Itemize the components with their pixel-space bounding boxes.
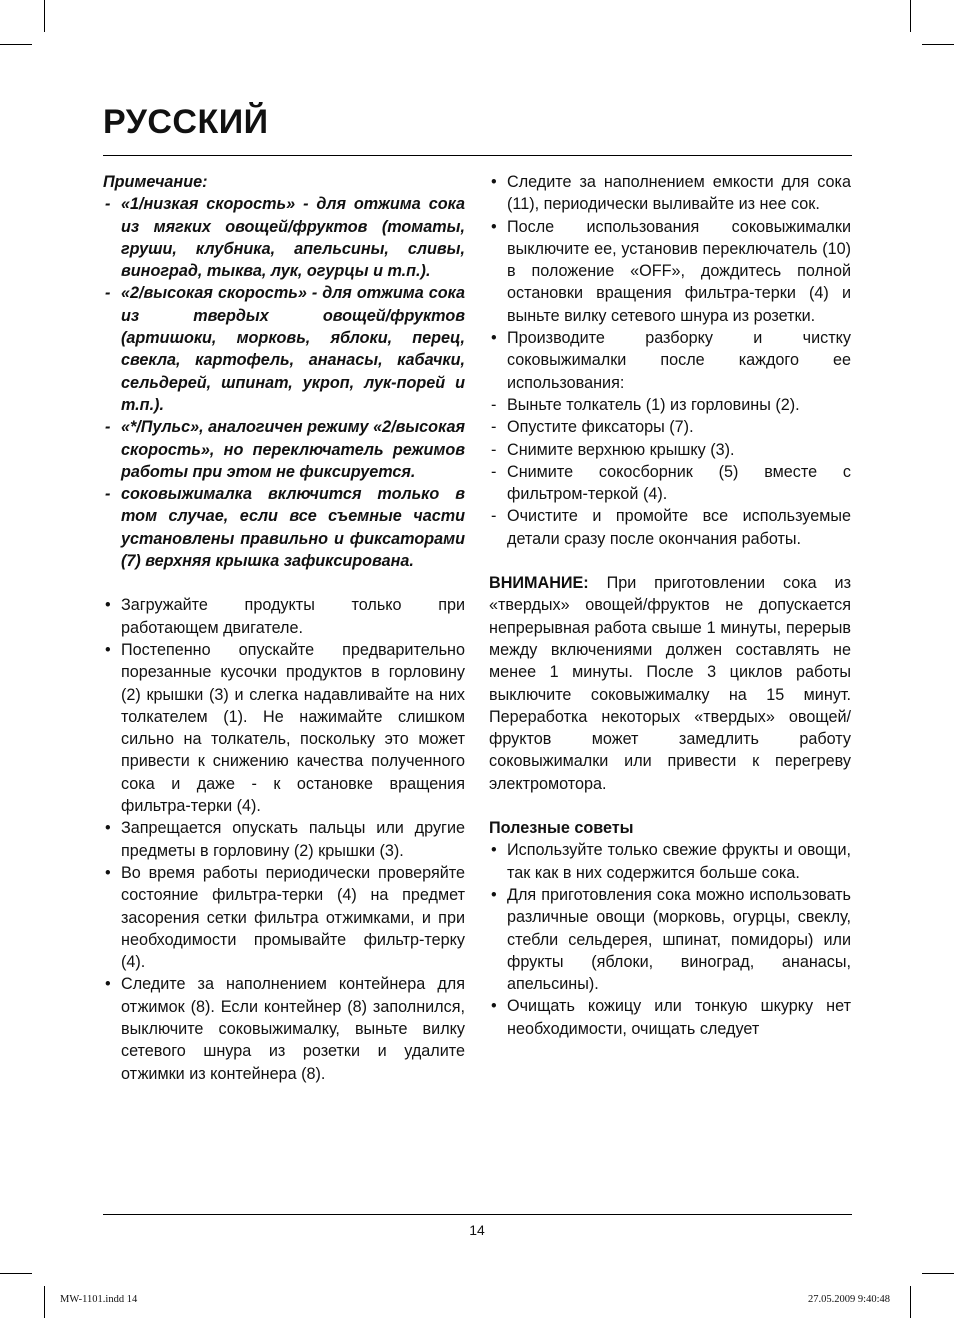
bullet-text: Загружайте продукты только при работающем двигателе.	[121, 596, 465, 637]
dash-marker: -	[491, 462, 497, 481]
bullet-marker: •	[491, 217, 497, 236]
dash-marker: -	[105, 195, 111, 214]
dash-text: Снимите верхнюю крышку (3).	[507, 440, 735, 459]
bullet-item	[103, 862, 465, 973]
bullet-marker: •	[105, 819, 111, 838]
bullet-marker: •	[491, 329, 497, 348]
bullet-text: Во время работы периодически проверяйте состояние фильтра-терки (4) на предмет засорения сетки фильтра отжимками, и при необходимости промывайте фильтр-терку (4).	[121, 863, 465, 972]
bullet-text: Запрещается опускать пальцы или другие предметы в горловину (2) крышки (3).	[121, 819, 465, 860]
bullet-text: Очищать кожицу или тонкую шкурку нет необходимости, очищать следует	[507, 997, 851, 1038]
dash-text: Снимите сокосборник (5) вместе с фильтром-теркой (4).	[507, 462, 851, 504]
dash-text: Выньте толкатель (1) из горловины (2).	[507, 395, 800, 414]
bullet-item	[489, 839, 851, 884]
bullet-item	[489, 216, 851, 327]
note-item	[103, 416, 465, 483]
bullet-marker: •	[491, 997, 497, 1016]
tips-heading: Полезные советы	[489, 819, 634, 838]
footer-rule	[103, 1214, 852, 1215]
crop-mark	[44, 1286, 45, 1318]
note-heading: Примечание:	[103, 173, 208, 191]
crop-mark	[0, 1273, 32, 1274]
crop-mark	[910, 1286, 911, 1318]
note-item	[103, 282, 465, 416]
crop-mark	[922, 44, 954, 45]
bullet-item	[103, 594, 465, 639]
note-item-text: «*/Пульс», аналогичен режиму «2/высокая скорость», но переключатель режимов работы при этом не фиксируется.	[121, 418, 465, 481]
crop-mark	[922, 1273, 954, 1274]
dash-marker: -	[491, 418, 497, 437]
dash-text: Очистите и промойте все используемые детали сразу после окончания работы.	[507, 507, 851, 548]
dash-marker: -	[491, 395, 497, 414]
page-number: 14	[469, 1222, 485, 1238]
dash-item	[489, 416, 851, 438]
bullet-marker: •	[105, 975, 111, 994]
bullet-text: После использования соковыжималки выключите ее, установив переключатель (10) в положение «OFF», дождитесь полной остановки вращения фильтра-терки (4) и выньте вилку сетевого шнура из розетки.	[507, 217, 851, 325]
bullet-item	[489, 995, 851, 1040]
dash-item	[489, 461, 851, 506]
crop-mark	[910, 0, 911, 32]
bullet-item	[489, 884, 851, 995]
slug-file: MW-1101.indd 14	[60, 1294, 138, 1305]
bullet-item	[489, 327, 851, 394]
bullet-marker: •	[105, 640, 111, 659]
dash-marker: -	[105, 485, 111, 504]
bullet-marker: •	[491, 885, 497, 904]
warning-text: При приготовлении сока из «твердых» овощей/фруктов не допускается непрерывная работа свыше 1 минуты, перерыв между включениями должен составлять не менее 1 минуты. После 3 циклов работы выключите соковыжималку на 15 минут. Переработка некоторых «твердых» овощей/фруктов может замедлить работу соковыжималки или привести к перегреву электромотора.	[489, 574, 851, 793]
spacer	[489, 550, 851, 572]
note-item-text: «1/низкая скорость» - для отжима сока из мягких овощей/фруктов (томаты, груши, клубника, апельсины, сливы, виноград, тыква, лук, огурцы и т.п.).	[121, 195, 465, 281]
crop-mark	[44, 0, 45, 32]
dash-text: Опустите фиксаторы (7).	[507, 418, 694, 437]
bullet-item	[103, 639, 465, 817]
dash-item	[489, 505, 851, 550]
bullet-text: Следите за наполнением емкости для сока (11), периодически выливайте из нее сок.	[507, 173, 851, 214]
note-item	[103, 483, 465, 572]
bullet-text: Для приготовления сока можно использовать различные овощи (морковь, огурцы, свеклу, стебли сельдерея, шпинат, помидоры) или фрукты (яблоки, виноград, ананасы, апельсины).	[507, 885, 851, 994]
note-item	[103, 193, 465, 282]
note-item-text: соковыжималка включится только в том случае, если все съемные части установлены правильно и фиксаторами (7) верхняя крышка зафиксирована.	[121, 485, 465, 571]
warning-paragraph	[489, 572, 851, 795]
bullet-text: Производите разборку и чистку соковыжималки после каждого ее использования:	[507, 329, 851, 392]
warning-label: ВНИМАНИЕ:	[489, 574, 589, 593]
title-rule	[103, 155, 852, 156]
left-column	[103, 171, 465, 1085]
dash-item	[489, 394, 851, 416]
dash-marker: -	[491, 507, 497, 526]
bullet-marker: •	[491, 841, 497, 860]
right-column	[489, 171, 851, 1040]
bullet-text: Следите за наполнением контейнера для отжимок (8). Если контейнер (8) заполнился, выключите соковыжималку, выньте вилку сетевого шнура из розетки и удалите отжимки из контейнера (8).	[121, 975, 465, 1083]
dash-item	[489, 439, 851, 461]
bullet-marker: •	[105, 596, 111, 615]
dash-marker: -	[105, 284, 111, 303]
bullet-text: Постепенно опускайте предварительно порезанные кусочки продуктов в горловину (2) крышки (3) и слегка надавливайте на них толкателем (1). Не нажимайте слишком сильно на толкатель, поскольку это может привести к снижению качества полученного сока и даже - к остановке вращения фильтра-терки (4).	[121, 640, 465, 816]
bullet-item	[103, 973, 465, 1084]
note-item-text: «2/высокая скорость» - для отжима сока из твердых овощей/фруктов (артишоки, морковь, яблоки, перец, свекла, картофель, ананасы, кабачки, сельдерей, шпинат, укроп, лук-порей и т.п.).	[121, 284, 465, 414]
slug-timestamp: 27.05.2009 9:40:48	[808, 1294, 890, 1305]
crop-mark	[0, 44, 32, 45]
bullet-marker: •	[105, 863, 111, 882]
bullet-item	[103, 817, 465, 862]
dash-marker: -	[105, 418, 111, 437]
spacer	[103, 572, 465, 594]
bullet-marker: •	[491, 173, 497, 191]
dash-marker: -	[491, 440, 497, 459]
page-title: РУССКИЙ	[103, 103, 269, 141]
bullet-item	[489, 171, 851, 216]
bullet-text: Используйте только свежие фрукты и овощи, так как в них содержится больше сока.	[507, 841, 851, 882]
spacer	[489, 795, 851, 817]
